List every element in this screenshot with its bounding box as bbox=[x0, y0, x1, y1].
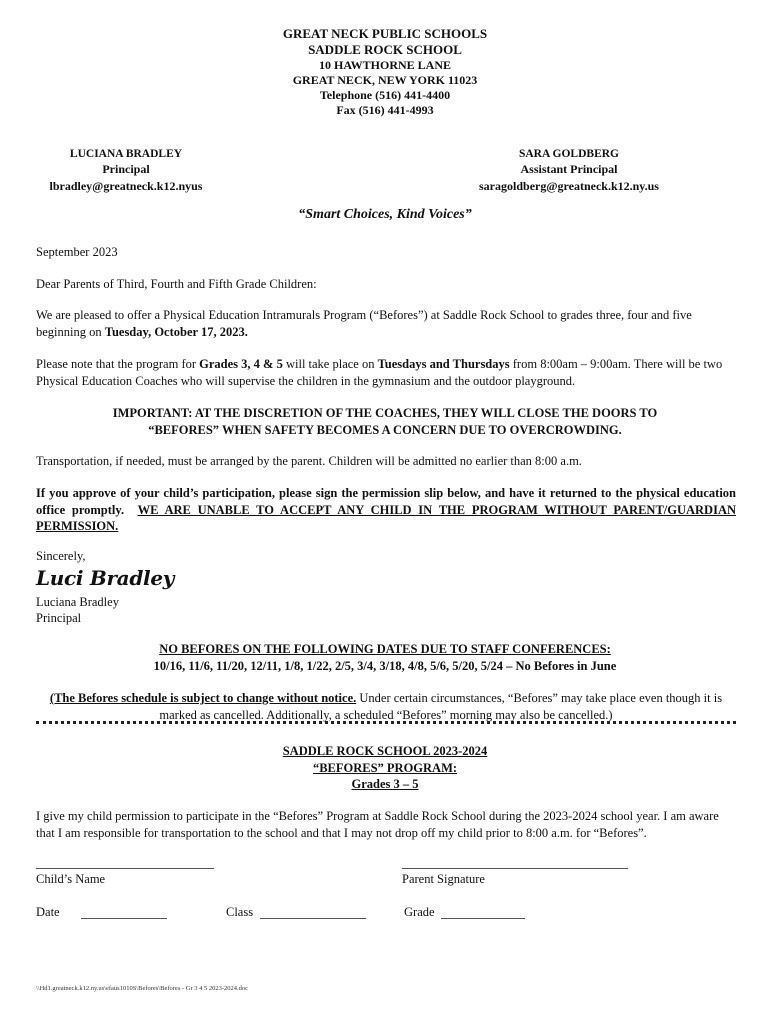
class-label: Class bbox=[226, 905, 254, 919]
program-intro-paragraph bbox=[36, 307, 736, 340]
school-telephone: Telephone (516) 441-4400 bbox=[319, 88, 451, 102]
school-motto: “Smart Choices, Kind Voices” bbox=[298, 207, 472, 222]
transportation-note: Transportation, if needed, must be arranged by the parent. Children will be admitted no earlier than 8:00 a.m. bbox=[36, 454, 582, 468]
program-days: Tuesdays and Thursdays bbox=[377, 357, 510, 371]
document-file-path: \\Hd1.greatneck.k12.ny.us\efaus1010S\Befores\Befores - Gr 3 4 5 2023-2024.doc bbox=[36, 985, 249, 992]
schedule-change-note bbox=[36, 690, 736, 723]
date-label: Date bbox=[36, 905, 60, 919]
letter-date: September 2023 bbox=[36, 245, 118, 259]
parent-signature-label: Parent Signature bbox=[402, 872, 485, 886]
assistant-principal-title: Assistant Principal bbox=[520, 162, 618, 176]
assistant-principal-contact bbox=[458, 148, 680, 194]
program-intro-text: We are pleased to offer a Physical Education Intramurals Program (“Befores”) at Saddle Rock School to grades three, four and five beginning on bbox=[36, 308, 692, 339]
grade-label: Grade bbox=[404, 905, 435, 919]
important-notice-line1: IMPORTANT: AT THE DISCRETION OF THE COACHES, THEY WILL CLOSE THE DOORS TO bbox=[112, 406, 658, 420]
schedule-text-a: Please note that the program for bbox=[36, 357, 200, 371]
no-befores-heading: NO BEFORES ON THE FOLLOWING DATES DUE TO STAFF CONFERENCES: bbox=[159, 642, 611, 656]
schedule-text-c: from 8:00am – 9:00am. There will be two Physical Education Coaches who will supervise the children in the gymnasium and the outdoor playground. bbox=[36, 357, 723, 388]
permission-statement: I give my child permission to participate in the “Befores” Program at Saddle Rock School during the 2023-2024 school year. I am aware that I am responsible for transportation to the school and that I may not drop off my child prior to 8:00 a.m. for “Befores”. bbox=[36, 809, 719, 840]
program-grades: Grades 3, 4 & 5 bbox=[199, 357, 283, 371]
permission-required-warning: WE ARE UNABLE TO ACCEPT ANY CHILD IN THE PROGRAM WITHOUT PARENT/GUARDIAN PERMISSION. bbox=[36, 502, 736, 533]
class-field[interactable] bbox=[260, 918, 366, 919]
date-field[interactable] bbox=[81, 918, 167, 919]
slip-title-school: SADDLE ROCK SCHOOL 2023-2024 bbox=[282, 744, 488, 758]
schedule-text-b: will take place on bbox=[282, 357, 378, 371]
cut-line-divider bbox=[36, 721, 736, 724]
no-befores-section bbox=[0, 641, 770, 675]
child-name-field[interactable] bbox=[36, 868, 214, 869]
letter-salutation: Dear Parents of Third, Fourth and Fifth Grade Children: bbox=[36, 277, 317, 291]
approval-paragraph bbox=[36, 485, 736, 535]
important-notice-line2: “BEFORES” WHEN SAFETY BECOMES A CONCERN DUE TO OVERCROWDING. bbox=[148, 422, 622, 437]
child-name-label: Child’s Name bbox=[36, 872, 106, 886]
school-address-line2: GREAT NECK, NEW YORK 11023 bbox=[292, 73, 478, 87]
school-fax: Fax (516) 441-4993 bbox=[336, 103, 434, 117]
schedule-change-disclaimer: (The Befores schedule is subject to change without notice. bbox=[49, 691, 357, 705]
district-name: GREAT NECK PUBLIC SCHOOLS bbox=[282, 26, 488, 41]
principal-signature: Luci Bradley bbox=[36, 566, 175, 590]
signer-name: Luciana Bradley bbox=[36, 595, 119, 609]
assistant-principal-name: SARA GOLDBERG bbox=[518, 148, 619, 160]
school-address-line1: 10 HAWTHORNE LANE bbox=[318, 58, 452, 72]
assistant-principal-email: saragoldberg@greatneck.k12.ny.us bbox=[479, 179, 659, 193]
program-schedule-paragraph bbox=[36, 356, 736, 389]
principal-title: Principal bbox=[102, 162, 150, 176]
slip-title-block bbox=[0, 743, 770, 793]
approval-instructions: If you approve of your child’s participation, please sign the permission slip below, and have it returned to the physical education office promptly. bbox=[36, 486, 736, 517]
grade-field[interactable] bbox=[441, 918, 525, 919]
slip-title-program: “BEFORES” PROGRAM: bbox=[312, 760, 458, 775]
letter-closing: Sincerely, bbox=[36, 549, 86, 563]
important-notice bbox=[0, 405, 770, 438]
parent-signature-field[interactable] bbox=[402, 868, 628, 869]
program-start-date: Tuesday, October 17, 2023. bbox=[104, 324, 248, 339]
schedule-change-details: Under certain circumstances, “Befores” may take place even though it is marked as cancelled. Additionally, a scheduled “Befores” morning may also be cancelled.) bbox=[159, 691, 723, 722]
school-name: SADDLE ROCK SCHOOL bbox=[308, 42, 462, 57]
slip-title-grades: Grades 3 – 5 bbox=[351, 777, 419, 791]
principal-email: lbradley@greatneck.k12.nyus bbox=[49, 179, 203, 193]
principal-name: LUCIANA BRADLEY bbox=[69, 148, 183, 160]
no-befores-dates: 10/16, 11/6, 11/20, 12/11, 1/8, 1/22, 2/5, 3/4, 3/18, 4/8, 5/6, 5/20, 5/24 – No Befores in June bbox=[153, 659, 617, 673]
signer-title: Principal bbox=[36, 611, 82, 625]
principal-contact bbox=[36, 148, 216, 194]
